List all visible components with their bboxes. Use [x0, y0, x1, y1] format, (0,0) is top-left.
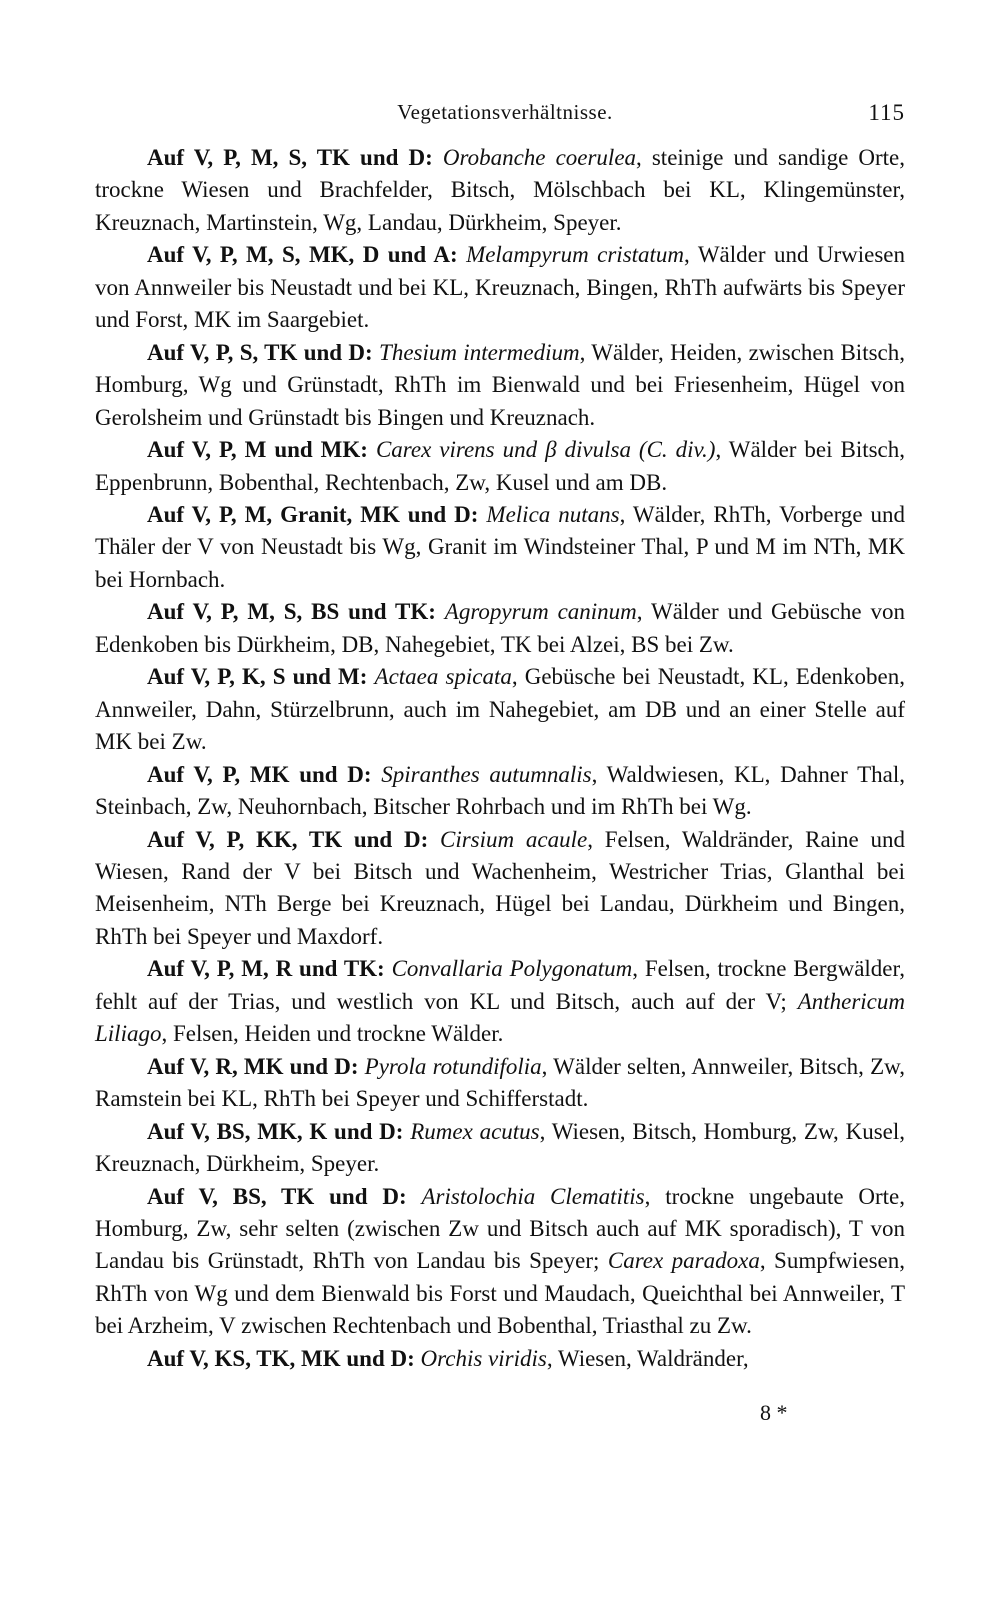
paragraph	[95, 142, 905, 239]
paragraph-intro: Auf V, P, M, S, MK, D und A:	[147, 242, 458, 268]
paragraph-text: , steinige und sandige Orte, trockne Wiesen und Brachfelder, Bitsch, Mölschbach bei KL, Klingemünster, Kreuznach, Martinstein, Wg, Landau, Dürkheim, Speyer.	[95, 145, 906, 235]
paragraph-text: , Wälder selten, Annweiler, Bitsch, Zw, Ramstein bei KL, RhTh bei Speyer und Schifferstadt.	[95, 1053, 905, 1112]
paragraph-intro: Auf V, P, M, R und TK:	[147, 956, 385, 982]
paragraph	[95, 1116, 905, 1181]
species-name: Rumex acutus	[410, 1118, 540, 1144]
paragraph-text: , Wiesen, Bitsch, Homburg, Zw, Kusel, Kreuznach, Dürkheim, Speyer.	[95, 1118, 905, 1177]
paragraph-text: , Gebüsche bei Neustadt, KL, Edenkoben, Annweiler, Dahn, Stürzelbrunn, auch im Nahegebiet, am DB und an einer Stelle auf MK bei Zw.	[95, 664, 906, 755]
paragraph	[95, 596, 905, 661]
paragraph-intro: Auf V, BS, TK und D:	[147, 1183, 407, 1209]
paragraph-intro: Auf V, P, K, S und M:	[147, 664, 368, 690]
paragraph	[95, 759, 905, 824]
species-name: Convallaria Polygonatum	[391, 956, 633, 982]
page-header	[105, 100, 905, 132]
species-name: Spiranthes autumnalis	[381, 761, 592, 787]
paragraph-text: , Wälder, RhTh, Vorberge und Thäler der V von Neustadt bis Wg, Granit im Windsteiner Thal, P und M im NTh, MK bei Hornbach.	[95, 501, 906, 592]
species-name: Agropyrum caninum	[444, 599, 637, 625]
species-name: Anthericum Liliago	[95, 988, 905, 1047]
species-name: Actaea spicata	[374, 664, 512, 690]
species-name: Melampyrum cristatum	[466, 242, 685, 268]
species-name: Pyrola rotundifolia	[364, 1053, 542, 1079]
paragraph-intro: Auf V, R, MK und D:	[147, 1053, 359, 1079]
paragraph	[95, 661, 905, 758]
paragraph	[95, 434, 905, 499]
paragraph-intro: Auf V, BS, MK, K und D:	[147, 1118, 404, 1144]
running-head: Vegetationsverhältnisse.	[397, 100, 613, 124]
page-number: 115	[868, 100, 905, 125]
paragraph-text: , Wälder und Urwiesen von Annweiler bis Neustadt und bei KL, Kreuznach, Bingen, RhTh aufwärts bis Speyer und Forst, MK im Saargebiet.	[95, 242, 906, 333]
paragraph	[95, 824, 905, 954]
paragraph-text: , trockne ungebaute Orte, Homburg, Zw, sehr selten (zwischen Zw und Bitsch auch auf MK sporadisch), T von Landau bis Grünstadt, RhTh von Landau bis Speyer;	[95, 1183, 906, 1274]
paragraph-text: , Wiesen, Waldränder,	[546, 1345, 749, 1371]
species-name: Carex virens und β divulsa (C. div.)	[375, 437, 716, 463]
paragraph-intro: Auf V, P, KK, TK und D:	[147, 826, 429, 852]
paragraph-intro: Auf V, P, M, S, BS und TK:	[147, 599, 436, 625]
species-name: Orobanche coerulea	[442, 145, 637, 170]
paragraph	[95, 1343, 905, 1375]
paragraph-text: , Sumpfwiesen, RhTh von Wg und dem Bienwald bis Forst und Maudach, Queichthal bei Annweiler, T bei Arzheim, V zwischen Rechtenbach und Bobenthal, Triasthal zu Zw.	[95, 1248, 905, 1339]
paragraph	[95, 337, 905, 434]
paragraph	[95, 953, 905, 1050]
paragraph	[95, 239, 905, 336]
species-name: Carex paradoxa	[607, 1248, 760, 1274]
species-name: Cirsium acaule	[440, 826, 588, 852]
paragraph	[95, 1181, 905, 1343]
species-name: Melica nutans	[486, 501, 620, 527]
paragraph	[95, 499, 905, 596]
species-name: Orchis viridis	[420, 1345, 547, 1371]
paragraph-text: , Felsen, trockne Bergwälder, fehlt auf der Trias, und westlich von KL und Bitsch, auch auf der V;	[95, 956, 905, 1014]
paragraph-intro: Auf V, P, M, S, TK und D:	[147, 145, 433, 170]
paragraph-intro: Auf V, P, M, Granit, MK und D:	[147, 501, 479, 527]
signature-mark: 8 *	[760, 1400, 788, 1425]
paragraph	[95, 1051, 905, 1116]
paragraph-text: , Felsen, Waldränder, Raine und Wiesen, Rand der V bei Bitsch und Wachenheim, Westricher Trias, Glanthal bei Meisenheim, NTh Berge bei Kreuznach, Hügel bei Landau, Dürkheim und Bingen, RhTh bei Speyer und Maxdorf.	[95, 826, 906, 949]
paragraph-intro: Auf V, P, MK und D:	[147, 761, 372, 787]
body-text	[95, 142, 905, 1375]
paragraph-intro: Auf V, P, S, TK und D:	[147, 339, 373, 365]
species-name: Thesium intermedium	[379, 339, 580, 365]
paragraph-text: , Wälder, Heiden, zwischen Bitsch, Homburg, Wg und Grünstadt, RhTh im Bienwald und bei Friesenheim, Hügel von Gerolsheim und Grünstadt bis Bingen und Kreuznach.	[95, 339, 905, 430]
paragraph-text: , Felsen, Heiden und trockne Wälder.	[161, 1021, 504, 1047]
species-name: Aristolochia Clematitis	[421, 1183, 645, 1209]
paragraph-text: , Waldwiesen, KL, Dahner Thal, Steinbach, Zw, Neuhornbach, Bitscher Rohrbach und im RhTh bei Wg.	[95, 761, 905, 820]
paragraph-intro: Auf V, KS, TK, MK und D:	[147, 1345, 415, 1371]
paragraph-intro: Auf V, P, M und MK:	[147, 437, 368, 463]
paragraph-text: , Wälder bei Bitsch, Eppenbrunn, Bobenthal, Rechtenbach, Zw, Kusel und am DB.	[95, 437, 906, 495]
paragraph-text: , Wälder und Gebüsche von Edenkoben bis Dürkheim, DB, Nahegebiet, TK bei Alzei, BS bei Zw.	[95, 599, 906, 657]
